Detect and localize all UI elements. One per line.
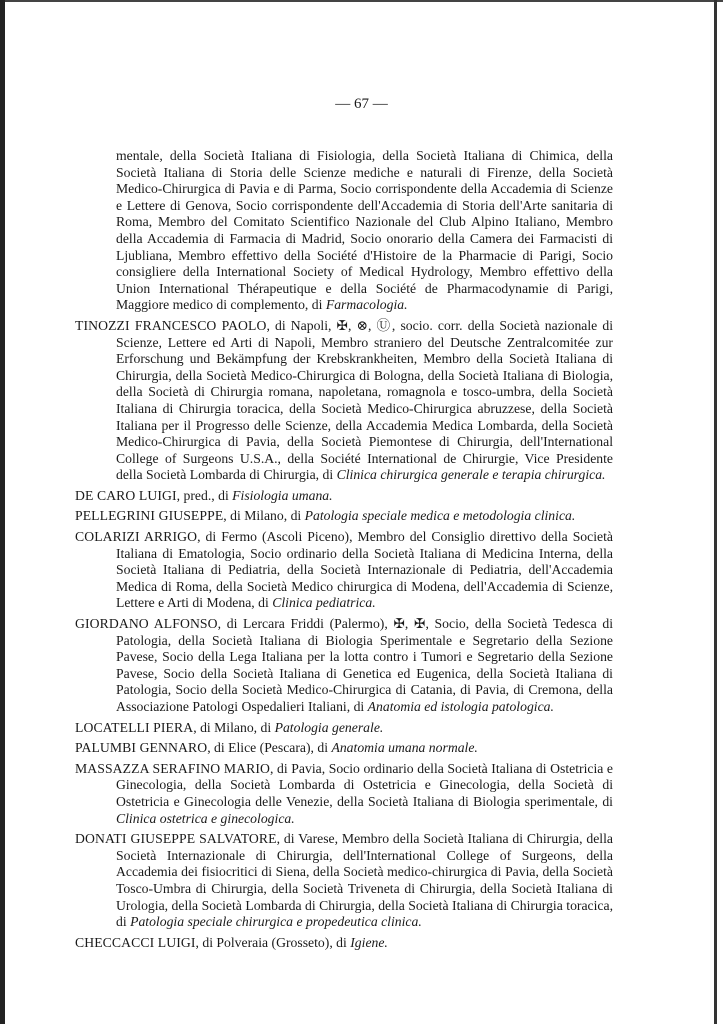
entry-name: CHECCACCI LUIGI [75, 934, 196, 950]
entry-body: mentale, della Società Italiana di Fisiologia, della Società Italiana di Chimica, della Società Italiana di Storia delle Scienze mediche e naturali di Firenze, della Società Medico-Chirurgica di Pavia e di Parma, Socio corrispondente della Accademia di Scienze e Lettere di Genova, Socio corrispondente dell'Accademia di Storia dell'Arte sanitaria di Roma, Membro del Comitato Scientifico Nazionale del Club Alpino Italiano, Membro della Accademia di Farmacia di Madrid, Socio onorario della Camera dei Farmacisti di Ljubliana, Membro effettivo della Société d'Histoire de la Pharmacie di Parigi, Socio consigliere della International Society of Medical Hydrology, Membro effettivo della Union International Thérapeutique e della Société de Pharmacodynamie di Parigi, Maggiore medico di complemento, di [116, 148, 613, 313]
scan-edge-top [0, 0, 723, 2]
entry-subject: Anatomia ed istologia patologica. [367, 699, 554, 714]
entry-subject: Patologia speciale medica e metodologia clinica. [304, 508, 576, 524]
faculty-entry [75, 508, 613, 525]
entry-subject: Farmacologia. [325, 297, 408, 313]
entry-name: PELLEGRINI GIUSEPPE [75, 508, 224, 524]
entry-body: , di Varese, Membro della Società Italiana di Chirurgia, della Società Internazionale di Chirurgia, dell'International College of Surgeons, della Accademia dei fisiocritici di Siena, della Società medico-chirurgica di Pavia, della Società Tosco-Umbra di Chirurgia, della Società Triveneta di Chirurgia, della Società Italiana di Urologia, della Società Lombarda di Chirurgia, della Società Italiana di Chirurgia toracica, di [116, 831, 613, 930]
entry-name: DE CARO LUIGI [75, 487, 177, 503]
scan-edge-right [714, 0, 717, 1024]
entry-name: TINOZZI FRANCESCO PAOLO [75, 317, 267, 333]
entry-body: , pred., di [176, 487, 233, 503]
faculty-list [75, 148, 613, 955]
faculty-entry [75, 831, 613, 931]
entry-name: MASSAZZA SERAFINO MARIO [75, 760, 271, 776]
page-number: — 67 — [335, 96, 388, 112]
entry-body: , di Polveraia (Grosseto), di [195, 934, 351, 950]
entry-name: COLARIZI ARRIGO [75, 529, 198, 545]
entry-subject: Clinica chirurgica generale e terapia chirurgica. [336, 467, 606, 483]
entry-subject: Clinica pediatrica. [272, 595, 376, 611]
entry-subject: Fisiologia umana. [232, 487, 333, 503]
faculty-entry [75, 148, 613, 314]
faculty-entry [75, 318, 613, 484]
faculty-entry [75, 529, 613, 612]
entry-name: GIORDANO ALFONSO [75, 616, 218, 632]
faculty-entry [75, 761, 613, 827]
faculty-entry [75, 740, 613, 757]
entry-subject: Anatomia umana normale. [331, 740, 478, 756]
entry-body: , di Milano, di [193, 719, 275, 735]
entry-body: , di Milano, di [223, 508, 305, 524]
entry-name: DONATI GIUSEPPE SALVATORE [75, 831, 277, 847]
entry-subject: Igiene. [350, 934, 388, 950]
faculty-entry [75, 616, 613, 716]
entry-body: , di Fermo (Ascoli Piceno), Membro del Consiglio direttivo della Società Italiana di Ematologia, Socio ordinario della Società Italiana di Medicina Interna, della Società Italiana di Pediatria, della Società Internazionale di Pediatria, dell'Accademia Medica di Roma, della Società Medico chirurgica di Modena, dell'Accademia di Scienze, Lettere e Arti di Modena, di [116, 529, 613, 611]
entry-name: PALUMBI GENNARO [75, 740, 208, 756]
entry-body: , di Napoli, ✠, ⊗, Ⓤ, socio. corr. della Società nazionale di Scienze, Lettere ed Arti di Napoli, Membro straniero del Deutsche Zentralcomitée zur Erforschung und Bekämpfung der Krebskrankheiten, Membro della Società Italiana di Chirurgia, della Società Medico-Chirurgica di Bologna, della Società Italiana di Biologia, della Società di Chirurgia romana, napoletana, romagnola e tosco-umbra, della Società Italiana di Chirurgia toracica, della Società Medico-Chirurgica abruzzese, della Società Italiana per il Progresso delle Scienze, della Accademia Medica Lombarda, della Società Medico-Chirurgica di Pavia, della Società Piemontese di Chirurgia, dell'International College of Surgeons U.S.A., della Société International de Chirurgie, Vice Presidente della Società Lombarda di Chirurgia, di [116, 317, 613, 483]
faculty-entry [75, 488, 613, 505]
faculty-entry [75, 720, 613, 737]
entry-body: , di Elice (Pescara), di [207, 740, 332, 756]
entry-body: , di Lercara Friddi (Palermo), ✠, ✠, Socio, della Società Tedesca di Patologia, della Società Italiana di Biologia Sperimentale e Segretario della Sezione Pavese, Socio della Lega Italiana per la lotta contro i Tumori e Segretario della Sezione Pavese, Socio della Società Italiana di Genetica ed Eugenica, della Società Italiana di Patologia, Socio della Società Medico-Chirurgica di Catania, di Pavia, di Cremona, della Associazione Patologi Ospedalieri Italiani, di [116, 616, 613, 714]
scan-edge-left [0, 0, 5, 1024]
entry-body: , di Pavia, Socio ordinario della Società Italiana di Ostetricia e Ginecologia, della Società Lombarda di Ostetricia e Ginecologia, della Società di Ostetricia e Ginecologia delle Venezie, della Società Italiana di Biologia sperimentale, di [116, 760, 613, 809]
entry-subject: Patologia generale. [274, 719, 384, 735]
entry-subject: Clinica ostetrica e ginecologica. [116, 810, 295, 826]
entry-subject: Patologia speciale chirurgica e propedeutica clinica. [130, 914, 422, 930]
faculty-entry [75, 935, 613, 952]
entry-name: LOCATELLI PIERA [75, 719, 194, 735]
